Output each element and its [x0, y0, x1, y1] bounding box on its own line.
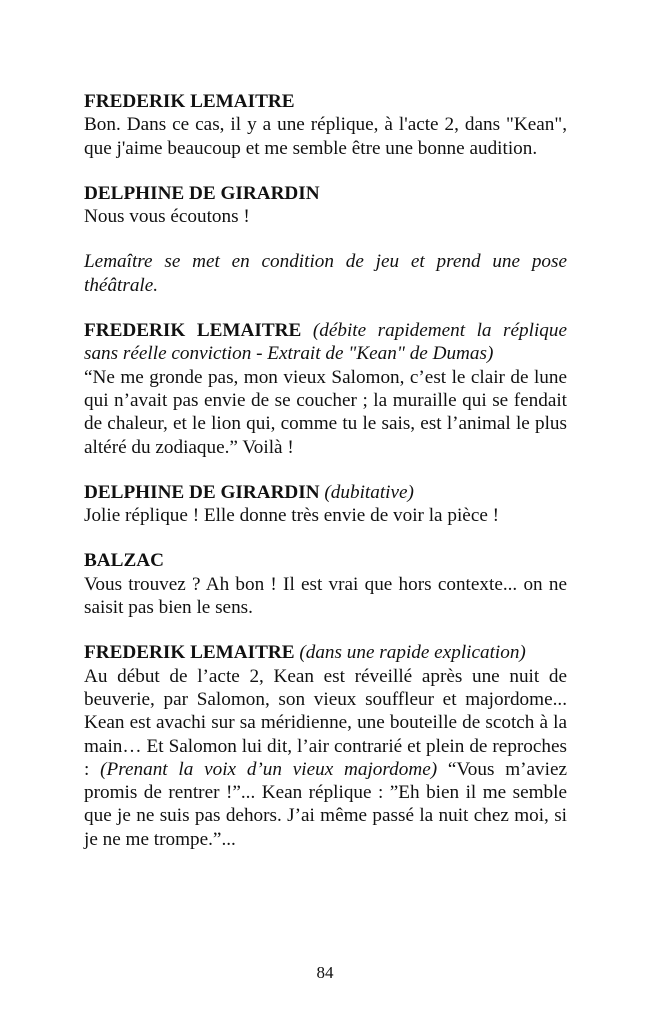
dialogue-block-4	[84, 481, 567, 528]
dialogue-block-6	[84, 641, 567, 851]
speaker-direction: (dubitative)	[324, 481, 414, 503]
speaker-name: FREDERIK LEMAITRE	[84, 91, 295, 112]
dialogue-text-part: “Vous m’aviez promis de rentrer !”... Kean réplique : ”Eh bien il me semble que je ne suis pas dehors. J’ai même passé la nuit chez moi, si je ne me trompe.”...	[84, 758, 568, 850]
dialogue-block-5	[84, 549, 567, 619]
dialogue-text-part: Au début de l’acte 2, Kean est réveillé après une nuit de beuverie, par Salomon, son vieux souffleur et majordome... Kean est avachi sur sa méridienne, une bouteille de scotch à la main… Et Salomon lui dit, l’air contrarié et plein de reproches :	[84, 665, 567, 780]
dialogue-block-1	[84, 90, 567, 160]
speaker-name: BALZAC	[84, 550, 164, 572]
dialogue-text: Nous vous écoutons !	[84, 206, 250, 228]
speaker-name: FREDERIK LEMAITRE	[84, 642, 295, 664]
stage-direction-block	[84, 250, 567, 297]
speaker-name: FREDERIK LEMAITRE	[84, 320, 302, 342]
speaker-name: DELPHINE DE GIRARDIN	[84, 182, 320, 204]
dialogue-text: Jolie réplique ! Elle donne très envie de voir la pièce !	[84, 505, 500, 527]
speaker-direction: (débite rapidement la réplique sans réelle conviction - Extrait de "Kean" de Dumas)	[84, 320, 568, 365]
dialogue-block-3	[84, 319, 567, 459]
speaker-name: DELPHINE DE GIRARDIN	[84, 481, 320, 503]
dialogue-text	[84, 665, 567, 851]
dialogue-block-2	[84, 182, 567, 229]
dialogue-text: Bon. Dans ce cas, il y a une réplique, à l'acte 2, dans "Kean", que j'aime beaucoup et me semble être une bonne audition.	[84, 114, 567, 159]
speaker-direction: (dans une rapide explication)	[299, 642, 526, 664]
page-number: 84	[316, 963, 334, 982]
book-page	[84, 90, 567, 873]
dialogue-text: Vous trouvez ? Ah bon ! Il est vrai que hors contexte... on ne saisit pas bien le sens.	[84, 573, 567, 619]
inline-stage-direction: (Prenant la voix d’un vieux majordome)	[100, 758, 438, 780]
dialogue-text: “Ne me gronde pas, mon vieux Salomon, c’est le clair de lune qui n’avait pas envie de se coucher ; la muraille qui se fendait de chaleur, et le lion qui, comme tu le sais, est l’animal le plus altéré du zodiaque.” Voilà !	[84, 366, 567, 458]
stage-direction: Lemaître se met en condition de jeu et prend une pose théâtrale.	[84, 251, 567, 296]
